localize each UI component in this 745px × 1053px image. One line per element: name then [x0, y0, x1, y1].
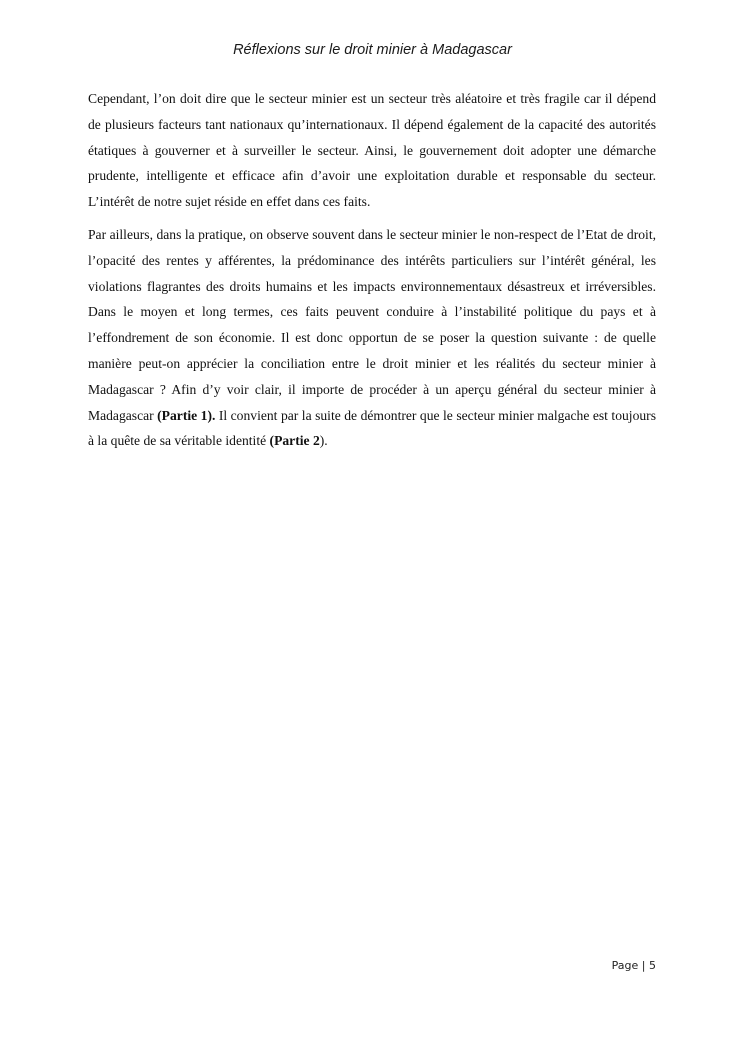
paragraph-1: Cependant, l’on doit dire que le secteur minier est un secteur très aléatoire et très fragile car il dépend de plusieurs facteurs tant nationaux qu’internationaux. Il dépend également de la capacité des autorités étatiques à gouverner et à surveiller le secteur. Ainsi, le gouvernement doit adopter une démarche prudente, intelligente et efficace afin d’avoir une exploitation durable et responsable du secteur. L’intérêt de notre sujet réside en effet dans ces faits.: [88, 91, 656, 210]
paragraph-2-text-b: Il convient par la suite de démontrer que le secteur minier malgache est toujours à la quête de sa véritable identité: [88, 407, 656, 449]
partie-1-reference: (Partie 1).: [157, 407, 216, 423]
running-header: Réflexions sur le droit minier à Madagascar: [233, 42, 512, 58]
paragraph-2-text-a: Par ailleurs, dans la pratique, on observe souvent dans le secteur minier le non-respect de l’Etat de droit, l’opacité des rentes y afférentes, la prédominance des intérêts particuliers sur l’intérêt général, les violations flagrantes des droits humains et les impacts environnementaux désastreux et irréversibles. Dans le moyen et long termes, ces faits peuvent conduire à l’instabilité politique du pays et à l’effondrement de son économie. Il est donc opportun de se poser la question suivante : de quelle manière peut-on apprécier la conciliation entre le droit minier et les réalités du secteur minier à Madagascar ? Afin d’y voir clair, il importe de procéder à un aperçu général du secteur minier à Madagascar: [88, 226, 656, 423]
paragraph-2: [88, 222, 656, 454]
body-text: [88, 86, 656, 461]
page-number: Page | 5: [611, 959, 656, 972]
paragraph-2-text-c: ).: [319, 433, 328, 449]
partie-2-reference: (Partie 2: [269, 433, 320, 449]
